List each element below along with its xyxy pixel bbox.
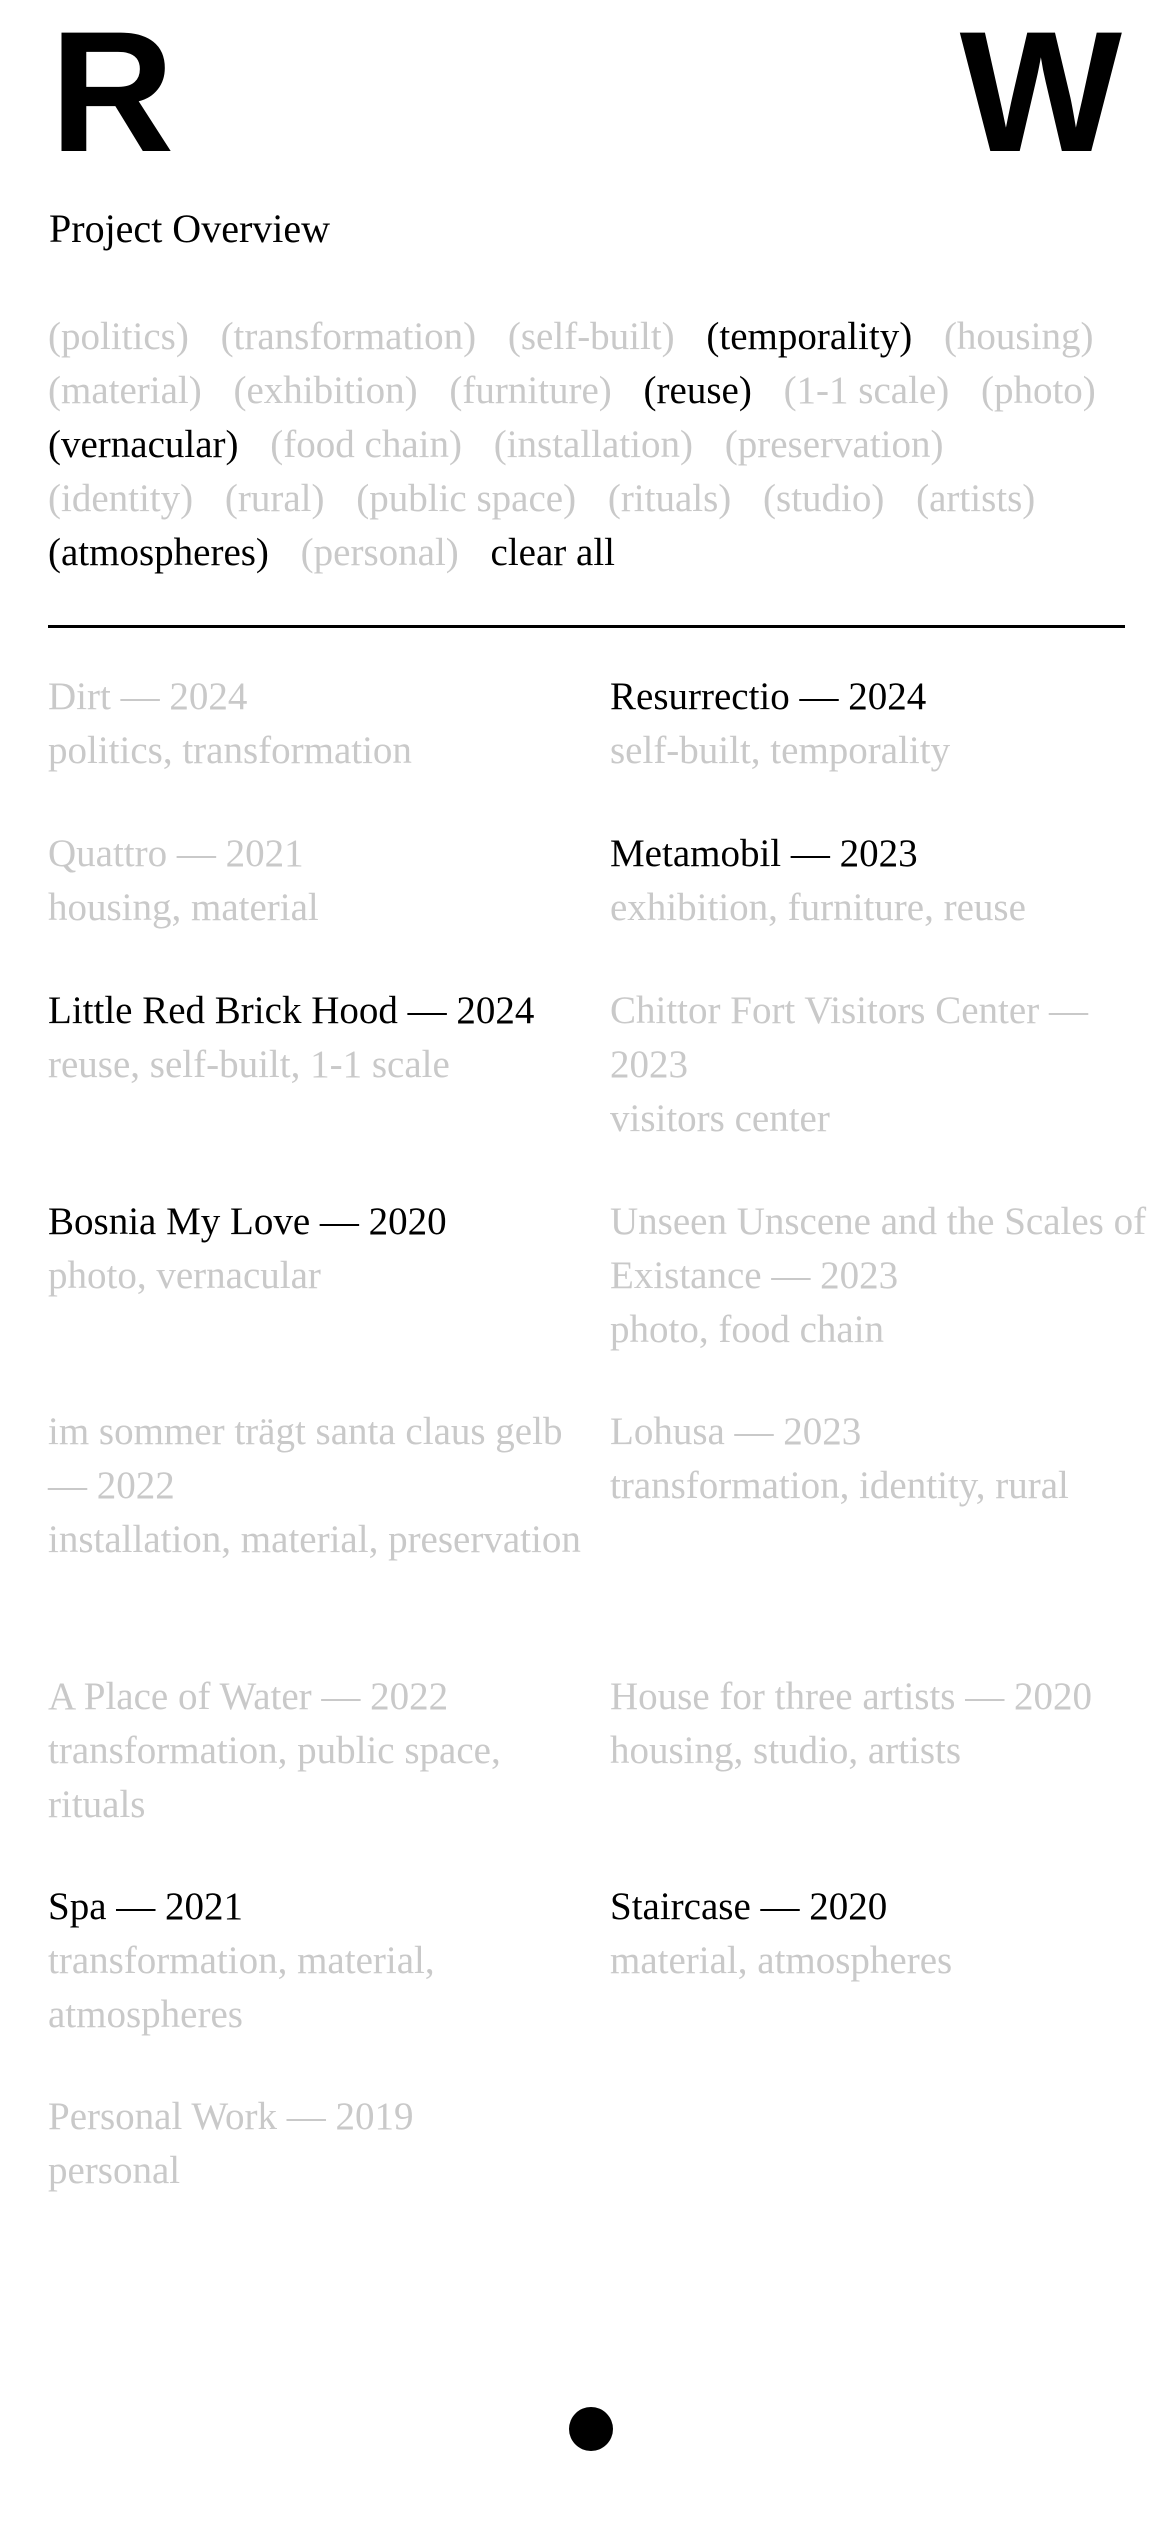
project-item[interactable] [48, 1405, 588, 1567]
project-title: Little Red Brick Hood — 2024 [48, 989, 535, 1032]
tag-exhibition[interactable]: (exhibition) [233, 369, 418, 412]
project-item[interactable] [48, 1195, 588, 1303]
project-tags: housing, material [48, 886, 319, 929]
project-tags: transformation, public space, rituals [48, 1729, 501, 1826]
dot-menu-button[interactable] [569, 2407, 613, 2451]
tag-transformation[interactable]: (transformation) [220, 315, 477, 358]
logo-w[interactable]: W [959, 0, 1120, 188]
project-item[interactable] [610, 1880, 1150, 1988]
project-item[interactable] [610, 827, 1150, 935]
tag-material[interactable]: (material) [48, 369, 202, 412]
tag-politics[interactable]: (politics) [48, 315, 189, 358]
project-title: Bosnia My Love — 2020 [48, 1200, 447, 1243]
project-tags: personal [48, 2149, 181, 2192]
project-item[interactable] [610, 1405, 1150, 1513]
project-tags: self-built, temporality [610, 729, 951, 772]
tag-reuse[interactable]: (reuse) [643, 369, 752, 412]
project-tags: material, atmospheres [610, 1939, 953, 1982]
tag-1-1-scale[interactable]: (1-1 scale) [783, 369, 950, 412]
project-tags: visitors center [610, 1097, 830, 1140]
project-title: A Place of Water — 2022 [48, 1675, 449, 1718]
project-tags: photo, vernacular [48, 1254, 321, 1297]
tag-studio[interactable]: (studio) [763, 477, 885, 520]
tag-rural[interactable]: (rural) [224, 477, 325, 520]
project-title: Personal Work — 2019 [48, 2095, 414, 2138]
project-tags: transformation, identity, rural [610, 1464, 1069, 1507]
tag-photo[interactable]: (photo) [980, 369, 1096, 412]
project-title: Lohusa — 2023 [610, 1410, 862, 1453]
tag-preservation[interactable]: (preservation) [724, 423, 944, 466]
project-item[interactable] [48, 670, 588, 778]
divider [48, 625, 1125, 628]
project-title: Quattro — 2021 [48, 832, 304, 875]
project-item[interactable] [610, 984, 1150, 1146]
tag-rituals[interactable]: (rituals) [607, 477, 732, 520]
project-item[interactable] [610, 1195, 1150, 1357]
tag-public-space[interactable]: (public space) [356, 477, 577, 520]
tag-personal[interactable]: (personal) [300, 531, 459, 574]
tag-filter-list [48, 310, 1123, 580]
project-item[interactable] [610, 1670, 1150, 1778]
project-tags: photo, food chain [610, 1308, 885, 1351]
tag-identity[interactable]: (identity) [48, 477, 194, 520]
page-title: Project Overview [49, 206, 331, 251]
project-item[interactable] [610, 670, 1150, 778]
logo-r[interactable]: R [50, 0, 173, 188]
project-title: Unseen Unscene and the Scales of Existance — 2023 [610, 1200, 1147, 1297]
project-title: im sommer trägt santa claus gelb — 2022 [48, 1410, 563, 1507]
project-item[interactable] [48, 1880, 588, 2042]
project-title: Spa — 2021 [48, 1885, 243, 1928]
project-tags: politics, transformation [48, 729, 412, 772]
project-item[interactable] [48, 2090, 588, 2198]
tag-furniture[interactable]: (furniture) [449, 369, 612, 412]
project-item[interactable] [48, 1670, 588, 1832]
tag-atmospheres[interactable]: (atmospheres) [48, 531, 269, 574]
project-title: Staircase — 2020 [610, 1885, 888, 1928]
tag-artists[interactable]: (artists) [916, 477, 1036, 520]
project-title: Metamobil — 2023 [610, 832, 918, 875]
tag-food-chain[interactable]: (food chain) [270, 423, 462, 466]
project-tags: housing, studio, artists [610, 1729, 962, 1772]
tag-installation[interactable]: (installation) [493, 423, 693, 466]
project-title: Chittor Fort Visitors Center — 2023 [610, 989, 1088, 1086]
project-tags: installation, material, preservation [48, 1518, 581, 1561]
project-title: House for three artists — 2020 [610, 1675, 1092, 1718]
tag-self-built[interactable]: (self-built) [507, 315, 675, 358]
project-item[interactable] [48, 827, 588, 935]
project-title: Dirt — 2024 [48, 675, 248, 718]
project-tags: reuse, self-built, 1-1 scale [48, 1043, 450, 1086]
project-item[interactable] [48, 984, 588, 1092]
tag-vernacular[interactable]: (vernacular) [48, 423, 239, 466]
clear-all-button[interactable]: clear all [490, 531, 616, 574]
tag-temporality[interactable]: (temporality) [706, 315, 913, 358]
project-tags: exhibition, furniture, reuse [610, 886, 1026, 929]
project-title: Resurrectio — 2024 [610, 675, 927, 718]
tag-housing[interactable]: (housing) [943, 315, 1094, 358]
project-tags: transformation, material, atmospheres [48, 1939, 435, 2036]
